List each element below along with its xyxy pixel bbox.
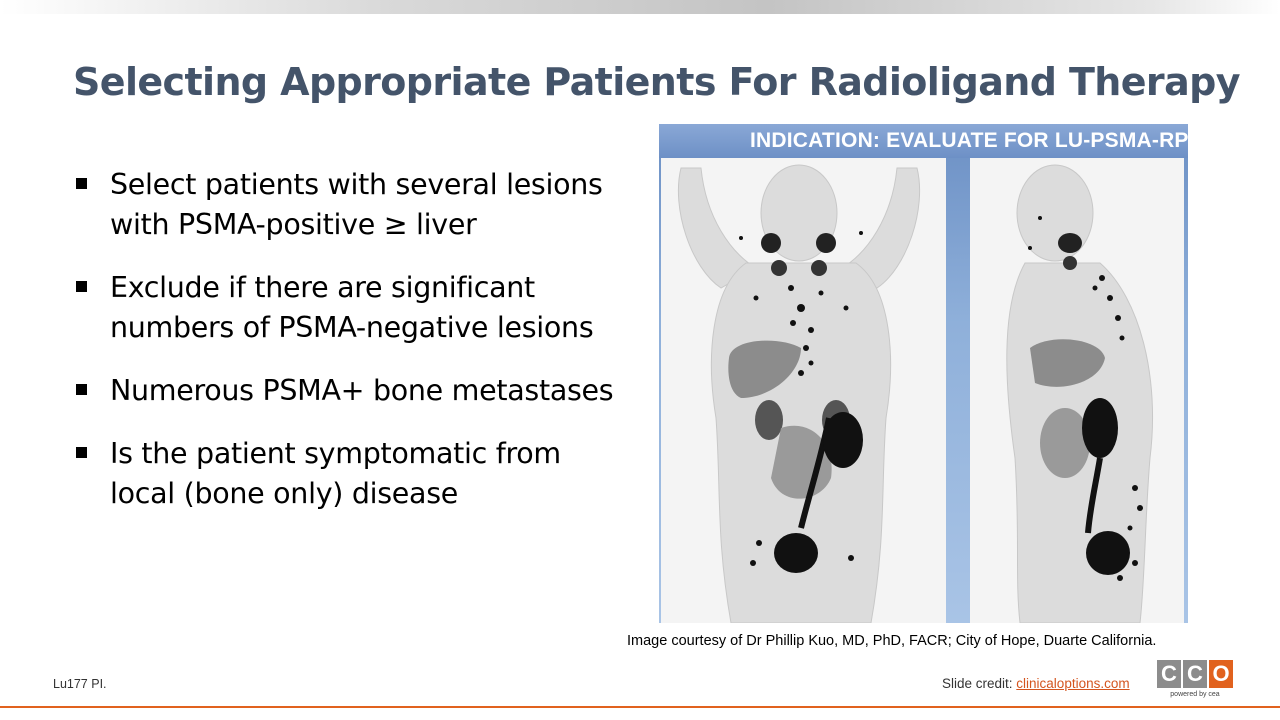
- bottom-accent-line: [0, 706, 1280, 708]
- bullet-item: Select patients with several lesions with PSMA-positive ≥ liver: [74, 165, 634, 245]
- figure-header-text: INDICATION: EVALUATE FOR LU-PSMA-RPT: [750, 129, 1202, 152]
- bullet-square-icon: [76, 178, 87, 189]
- figure-caption: Image courtesy of Dr Phillip Kuo, MD, PhD, FACR; City of Hope, Duarte California.: [627, 633, 1157, 649]
- pet-scan-figure: [659, 124, 1202, 623]
- slide-credit-link[interactable]: clinicaloptions.com: [1016, 676, 1130, 691]
- slide-title: Selecting Appropriate Patients For Radioligand Therapy: [73, 60, 1240, 104]
- bullet-square-icon: [76, 384, 87, 395]
- logo-letter-c1: C: [1157, 660, 1181, 688]
- bullet-list: [74, 165, 634, 537]
- bullet-square-icon: [76, 447, 87, 458]
- figure-header: [659, 124, 1202, 158]
- top-gradient-bar: [0, 0, 1280, 14]
- reference-text: Lu177 PI.: [53, 677, 107, 691]
- slide-credit-label: Slide credit:: [942, 676, 1017, 691]
- pet-scan-lateral-image: [970, 158, 1184, 623]
- pet-scan-frontal-image: [661, 158, 946, 623]
- cco-logo: [1157, 660, 1233, 704]
- logo-subtitle: powered by cea: [1170, 691, 1220, 698]
- slide-credit: [942, 676, 1130, 691]
- bullet-item: Exclude if there are significant numbers of PSMA-negative lesions: [74, 268, 634, 348]
- logo-letters: [1157, 660, 1233, 688]
- bullet-item: Is the patient symptomatic from local (bone only) disease: [74, 434, 634, 514]
- logo-letter-o: O: [1209, 660, 1233, 688]
- bullet-square-icon: [76, 281, 87, 292]
- bullet-item: Numerous PSMA+ bone metastases: [74, 371, 634, 411]
- logo-letter-c2: C: [1183, 660, 1207, 688]
